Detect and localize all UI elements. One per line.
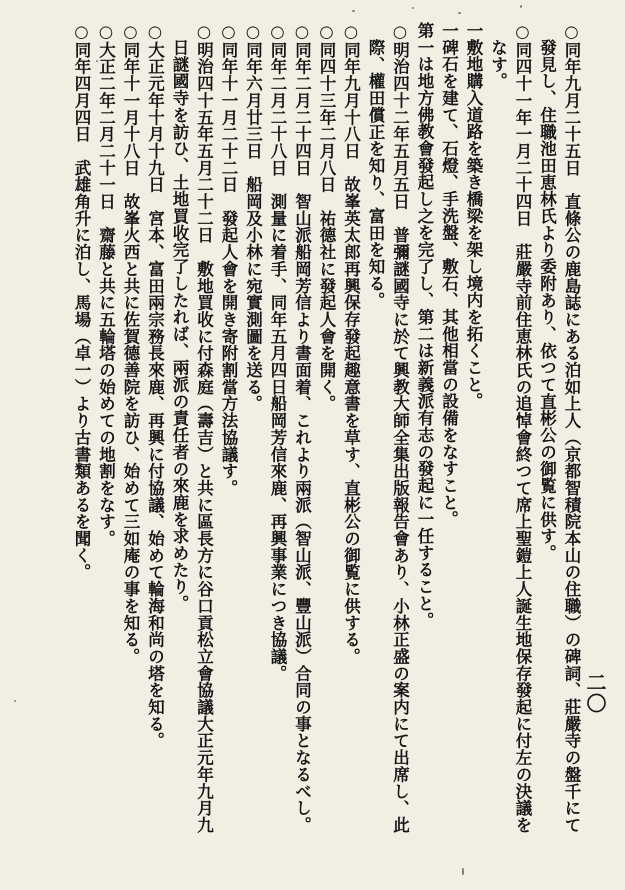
scan-speck [412, 7, 414, 9]
text-column: ○同年六月廿三日 船岡及小林に宛實測圖を送る。 [243, 22, 263, 413]
scan-speck [14, 700, 16, 702]
text-column: ○同年九月二十五日 直條公の鹿島誌にある泊如上人（京都智積院本山の住職）の碑詞、莊嚴寺の盤千にて [562, 22, 581, 834]
text-column: なす。 [488, 38, 508, 90]
text-column: 際、權田償正を知り、富田を知る。 [366, 38, 385, 309]
text-column: ○大正元年十月十九日 宮本、富田兩宗務長來鹿、再興に付協議、始めて輪海和尚の塔を知る。 [145, 22, 165, 750]
text-column: 第一は地方佛教會發起し之を完了し、第二は新義派有志の發起に一任すること。 [415, 22, 434, 629]
text-column: ○同年二月二十八日 測量に着手、同年五月四日船岡芳信來鹿、再興事業につき協議。 [268, 22, 287, 682]
text-column: ○大正二年二月二十一日 齋藤と共に五輪塔の始めての地割をなす。 [96, 22, 116, 547]
text-column: ○同年四月四日 武雄角升に泊し、馬場（卓一）より古書類あるを聞く。 [72, 22, 91, 581]
scan-speck [458, 12, 461, 14]
page-number: 二〇 [583, 672, 607, 714]
vertical-text-block [69, 22, 584, 868]
text-column: 一碑石を建て、石燈、手洗盤、敷石、其他相當の設備をなすこと。 [439, 22, 459, 528]
text-column: ○同年二月二十四日 智山派船岡芳信より書面着、これより兩派（智山派、豐山派）合同の事となるべし。 [292, 22, 312, 834]
text-column: 發見し、住職池田恵林氏より委附あり、依つて直彬公の御覧に供す。 [537, 38, 557, 561]
text-column: ○明治四十二年五月五日 普彌謎國寺に於て興教大師全集出版報告會あり、小林正盛の案内にて出席し、此 [390, 22, 410, 834]
text-column: ○同四十一年一月二十四日 莊嚴寺前住恵林氏の追悼會終つて席上聖鎧上人誕生地保存發起に付左の決議を [513, 22, 532, 834]
text-column: ○同四十三年二月八日 祐德社に發起人會を開く。 [317, 22, 336, 413]
text-column: ○明治四十五年五月二十二日 敷地買收に付森庭（壽吉）と共に區長方に谷口貢松立會協議大正元年九月九 [194, 22, 214, 834]
text-column: 一敷地購入道路を築き橋梁を架し境内を拓くこと。 [464, 22, 483, 410]
scan-speck [462, 868, 464, 875]
scan-speck [520, 5, 522, 8]
scan-speck [352, 10, 355, 12]
text-column: ○同年十一月十八日 故峯火西と共に佐賀德善院を訪ひ、始めて三如庵の事を知る。 [121, 22, 140, 665]
text-column: ○同年十一月二十二日 發起人會を開き寄附割當方法協議す。 [219, 22, 238, 497]
text-column: 日謎國寺を訪ひ、土地買收完了したれば、兩派の責任者の來鹿を求めたり。 [170, 38, 189, 612]
text-column: ○同年九月十八日 故峯英太郎再興保存發起趣意書を草す、直彬公の御覧に供する。 [341, 22, 361, 665]
